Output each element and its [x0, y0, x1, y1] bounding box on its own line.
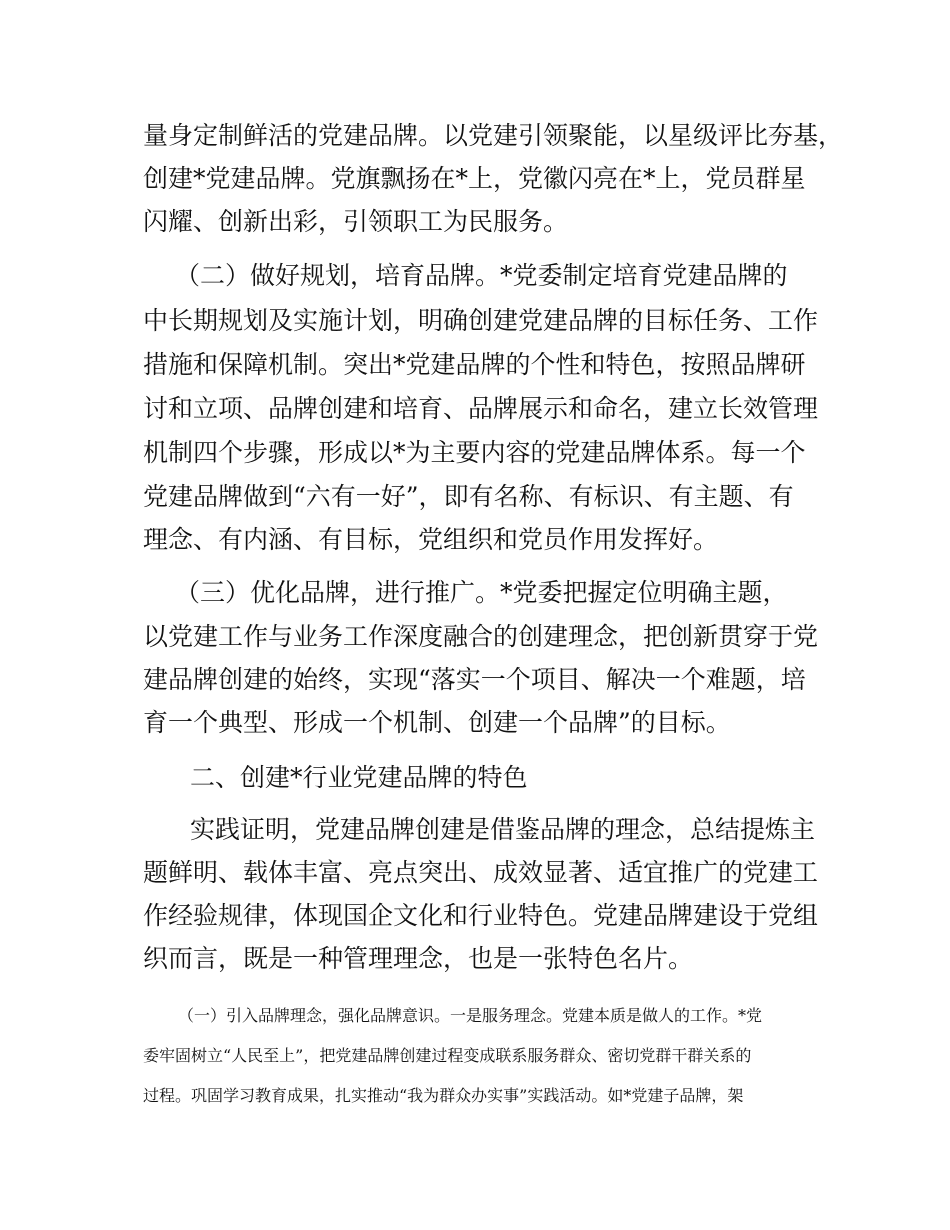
text-line: 实践证明，党建品牌创建是借鉴品牌的理念，总结提炼主 [190, 815, 816, 844]
text-line: 作经验规律，体现国企文化和行业特色。党建品牌建设于党组 [143, 901, 819, 930]
text-line: 理念、有内涵、有目标，党组织和党员作用发挥好。 [143, 525, 719, 554]
text-line: 机制四个步骤，形成以*为主要内容的党建品牌体系。每一个 [143, 438, 806, 467]
text-line: 题鲜明、载体丰富、亮点突出、成效显著、适宜推广的党建工 [143, 858, 819, 887]
text-line: 中长期规划及实施计划，明确创建党建品牌的目标任务、工作 [143, 306, 819, 335]
text-line: 量身定制鲜活的党建品牌。以党建引领聚能，以星级评比夯基， [143, 121, 844, 150]
small-text-line: 过程。巩固学习教育成果，扎实推动“我为群众办实事”实践活动。如*党建子品牌，架 [143, 1086, 744, 1105]
text-line: 创建*党建品牌。党旗飘扬在*上，党徽闪亮在*上，党员群星 [143, 164, 806, 193]
small-text-line: （一）引入品牌理念，强化品牌意识。一是服务理念。党建本质是做人的工作。*党 [178, 1006, 763, 1025]
text-line: 以党建工作与业务工作深度融合的创建理念，把创新贯穿于党 [143, 622, 819, 651]
text-line: 建品牌创建的始终，实现“落实一个项目、解决一个难题，培 [143, 665, 806, 694]
text-line: 育一个典型、形成一个机制、创建一个品牌”的目标。 [143, 708, 731, 737]
small-text-line: 委牢固树立“人民至上”，把党建品牌创建过程变成联系服务群众、密切党群干群关系的 [143, 1046, 752, 1065]
text-line: （三）优化品牌，进行推广。*党委把握定位明确主题， [175, 578, 788, 607]
text-line: 闪耀、创新出彩，引领职工为民服务。 [143, 207, 569, 236]
text-line: （二）做好规划，培育品牌。*党委制定培育党建品牌的 [175, 261, 788, 290]
text-line: 讨和立项、品牌创建和培育、品牌展示和命名，建立长效管理 [143, 394, 819, 423]
text-line: 措施和保障机制。突出*党建品牌的个性和特色，按照品牌研 [143, 350, 806, 379]
text-line: 党建品牌做到“六有一好”，即有名称、有标识、有主题、有 [143, 482, 794, 511]
text-line: 织而言，既是一种管理理念，也是一张特色名片。 [143, 944, 694, 973]
section-heading: 二、创建*行业党建品牌的特色 [190, 763, 528, 792]
